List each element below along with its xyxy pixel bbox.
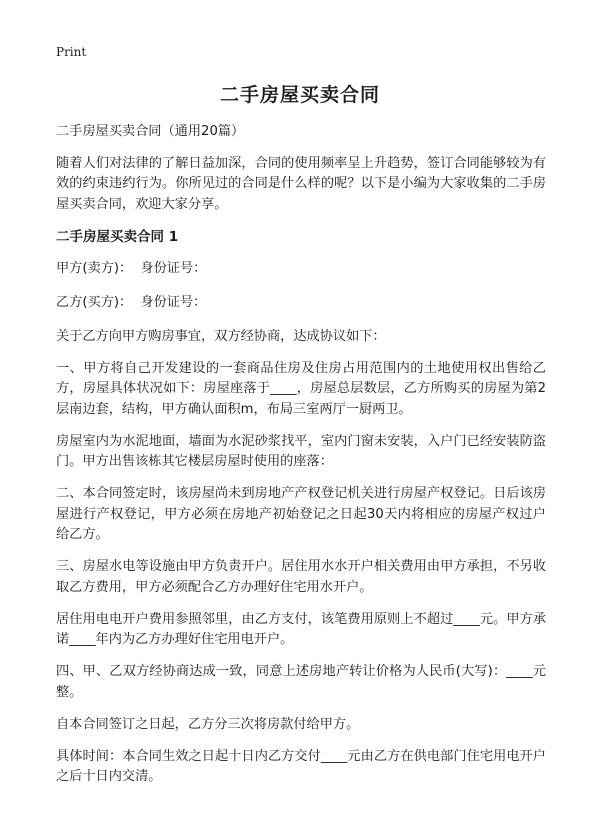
party-a-id-label: 身份证号： — [140, 260, 207, 276]
party-a-label: 甲方(卖方)： — [56, 260, 133, 276]
clause-4-paragraph: 四、甲、乙双方经协商达成一致，同意上述房地产转让价格为人民币(大写)：____元整。 — [56, 664, 546, 700]
document-title: 二手房屋买卖合同 — [219, 84, 380, 106]
payment-intro-paragraph: 自本合同签订之日起，乙方分三次将房款付给甲方。 — [56, 716, 360, 732]
clause-1-paragraph: 一、甲方将自己开发建设的一套商品住房及住房占用范围内的土地使用权出售给乙方，房屋具体状况如下：房屋座落于____，房屋总层数层，乙方所购买的房屋为第2层南边套，结构，甲方确认面积m，布局三室两厅一厨两卫。 — [56, 360, 546, 417]
section-heading: 二手房屋买卖合同 1 — [56, 228, 179, 245]
clause-1-detail-paragraph: 房屋室内为水泥地面，墙面为水泥砂浆找平，室内门窗未安装，入户门已经安装防盗门。甲方出售该栋其它楼层房屋时使用的座落： — [56, 433, 546, 469]
party-a-line — [56, 259, 546, 279]
payment-time-paragraph: 具体时间：本合同生效之日起十日内乙方交付____元由乙方在供电部门住宅用电开户之后十日内交清。 — [56, 748, 546, 784]
document-subtitle: 二手房屋买卖合同（通用20篇） — [56, 124, 245, 139]
intro-paragraph: 随着人们对法律的了解日益加深，合同的使用频率呈上升趋势，签订合同能够较为有效的约束违约行为。你所见过的合同是什么样的呢？以下是小编为大家收集的二手房屋买卖合同，欢迎大家分享。 — [56, 155, 546, 212]
preamble-paragraph: 关于乙方向甲方购房事宜，双方经协商，达成协议如下： — [56, 328, 386, 344]
document-body — [56, 122, 546, 799]
clause-2-paragraph: 二、本合同签定时，该房屋尚未到房地产产权登记机关进行房屋产权登记。日后该房屋进行产权登记，甲方必须在房地产初始登记之日起30天内将相应的房屋产权过户给乙方。 — [56, 486, 546, 542]
clause-3-paragraph: 三、房屋水电等设施由甲方负责开户。居住用水水开户相关费用由甲方承担，不另收取乙方费用，甲方必须配合乙方办理好住宅用水开户。 — [56, 559, 546, 595]
clause-3-detail-paragraph: 居住用电电开户费用参照邻里，由乙方支付，该笔费用原则上不超过____元。甲方承诺____年内为乙方办理好住宅用电开户。 — [56, 611, 546, 647]
party-b-label: 乙方(买方)： — [56, 294, 133, 310]
party-b-line — [56, 293, 546, 313]
party-b-id-label: 身份证号： — [140, 294, 207, 310]
print-link[interactable]: Print — [56, 45, 87, 59]
